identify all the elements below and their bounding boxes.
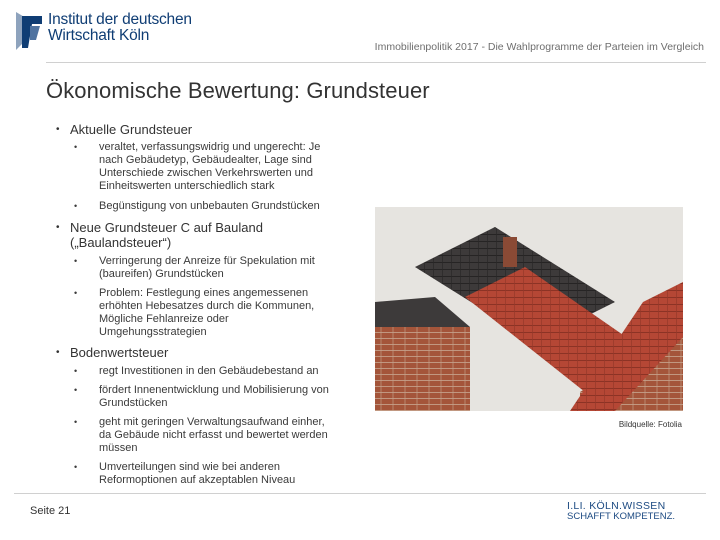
logo-line-1: Institut der deutschen <box>48 11 192 28</box>
footer-slogan-line-2: SCHAFFT KOMPETENZ. <box>567 511 676 522</box>
sub-bullet <box>74 365 319 378</box>
page-number: Seite 21 <box>30 505 71 517</box>
bullet-dot: • <box>56 222 60 233</box>
bullet-dot: • <box>56 124 60 135</box>
sub-bullet <box>74 384 329 410</box>
sub-bullet-line: erhöhten Hebesatzes durch die Kommunen, <box>99 300 315 312</box>
bullet-dot: • <box>74 366 78 376</box>
page-title: Ökonomische Bewertung: Grundsteuer <box>46 78 430 103</box>
sub-bullet-line: Umgehungsstrategien <box>99 326 207 338</box>
sub-bullet-line: Grundstücken <box>99 397 168 409</box>
roofs-photo <box>375 207 683 411</box>
bullet-grundsteuer-c <box>56 220 263 250</box>
sub-bullet <box>74 141 321 193</box>
sub-bullet-line: (baureifen) Grundstücken <box>99 268 224 280</box>
bullet-bodenwertsteuer <box>56 345 169 360</box>
sub-bullet-line: Begünstigung von unbebauten Grundstücken <box>99 200 320 212</box>
bullet-aktuelle-grundsteuer <box>56 122 193 137</box>
logo-line-2: Wirtschaft Köln <box>48 27 150 44</box>
bullet-dot: • <box>74 256 78 266</box>
sub-bullet <box>74 255 315 281</box>
bullet-dot: • <box>56 347 60 358</box>
bullet-dot: • <box>74 417 78 427</box>
sub-bullet-line: veraltet, verfassungswidrig und ungerecht: Je <box>99 141 321 153</box>
footer-slogan-line-1: I.LI. KÖLN.WISSEN <box>567 500 666 512</box>
sub-bullet-line: müssen <box>99 442 138 454</box>
bullet-line: („Baulandsteuer“) <box>70 235 172 250</box>
sub-bullet-line: Problem: Festlegung eines angemessenen <box>99 287 309 299</box>
sub-bullet-line: geht mit geringen Verwaltungsaufwand einher, <box>99 416 325 428</box>
bullet-line: Neue Grundsteuer C auf Bauland <box>70 220 263 235</box>
sub-bullet <box>74 287 315 339</box>
footer-divider <box>14 493 706 494</box>
sub-bullet <box>74 416 328 455</box>
bullet-text: Aktuelle Grundsteuer <box>70 122 193 137</box>
chimney <box>503 237 517 267</box>
bullet-text: Bodenwertsteuer <box>70 345 169 360</box>
photo-credit: Bildquelle: Fotolia <box>618 420 682 429</box>
header-caption: Immobilienpolitik 2017 - Die Wahlprogramme der Parteien im Vergleich <box>374 41 704 53</box>
sub-bullet-line: da Gebäude nicht erfasst und bewertet werden <box>99 429 328 441</box>
footer-slogan-logo <box>567 500 687 524</box>
sub-bullet-line: Unterschiede zwischen Verkehrswerten und <box>99 167 314 179</box>
sub-bullet-line: Reformoptionen auf akzeptablen Niveau <box>99 474 296 486</box>
sub-bullet <box>74 200 320 213</box>
sub-bullet-line: nach Gebäudetyp, Gebäudealter, Lage sind <box>99 154 312 166</box>
sub-bullet-line: Mögliche Fehlanreize oder <box>99 313 229 325</box>
sub-bullet-line: Einheitswerten unterschiedlich stark <box>99 180 275 192</box>
sub-bullet-line: regt Investitionen in den Gebäudebestand an <box>99 365 319 377</box>
bullet-dot: • <box>74 142 78 152</box>
sub-bullet <box>74 461 296 487</box>
sub-bullet-line: Umverteilungen sind wie bei anderen <box>99 461 280 473</box>
bullet-dot: • <box>74 385 78 395</box>
sub-bullet-line: Verringerung der Anreize für Spekulation mit <box>99 255 315 267</box>
bullet-dot: • <box>74 288 78 298</box>
bullet-dot: • <box>74 201 78 211</box>
sub-bullet-line: fördert Innenentwicklung und Mobilisierung von <box>99 384 329 396</box>
brick-wall-left <box>375 327 470 411</box>
roofs-illustration <box>375 207 683 411</box>
bullet-dot: • <box>74 462 78 472</box>
